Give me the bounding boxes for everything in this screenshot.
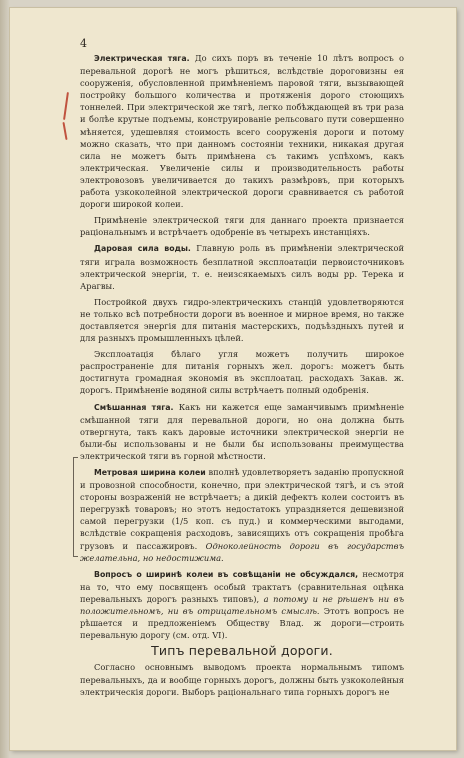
paragraph-free-water-power (80, 242, 404, 291)
paragraph-metre-gauge (80, 466, 404, 564)
paragraph-lead: Даровая сила воды. (94, 244, 191, 254)
paragraph-text: До сихъ поръ въ теченіе 10 лѣтъ вопросъ о перевальной дорогѣ не могъ рѣшиться, вслѣдствіе дороговизны ея сооруженія, обусловленной примѣненіемъ паровой тяги, вызывающей постройку большого количества и протяженія дорого стоющихъ тоннелей. При электрической же тягѣ, легко побѣждающей въ три раза и болѣе крутые подъемы, конструированіе рельсоваго пути совершенно мѣняется, удешевляя стоимость всего сооруженія дороги и потому можно сказать, что при данномъ состояніи техники, никакая другая сила не можетъ быть примѣнена съ такимъ успѣхомъ, какъ электрическая. Увеличеніе силы и производительность работы электровозовъ увеличивается до такихъ размѣровъ, при которыхъ работа узкоколейной электрической дороги сравнивается съ работой дороги широкой колеи. (80, 53, 404, 210)
paragraph-text: вполнѣ удовлетворяетъ заданію пропускной и провозной способности, конечно, при электрической тягѣ, и съ этой стороны возраженій не встрѣчаетъ; а дикій дефектъ колеи состоитъ въ перегрузкѣ товаровъ; но этотъ недостатокъ упраздняется дешевизной самой перегрузки (1/5 коп. съ пуд.) и коммерческими выгодами, вслѣдствіе сокращенія расходовъ, зависящихъ отъ сокращенія пробѣга грузовъ и пассажировъ. (80, 467, 404, 551)
paragraph-gauge-question (80, 568, 404, 642)
paragraph (80, 348, 404, 396)
paragraph-text: Согласно основнымъ выводомъ проекта нормальнымъ типомъ перевальныхъ, да и вообще горныхъ дорогъ, должны быть узкоколейныя электрическія дороги. Выборъ раціональнаго типа горныхъ дорогъ не (80, 662, 404, 697)
paragraph (80, 214, 404, 238)
paragraph-lead: Вопросъ о ширинѣ колеи въ совѣщаніи не обсуждался, (94, 569, 359, 579)
margin-bracket (73, 457, 78, 557)
paragraph-italic: Одноколейность дороги въ государствъ желательна, но недостижима. (80, 540, 404, 563)
section-heading: Типъ перевальной дороги. (151, 643, 333, 659)
paragraph-lead: Метровая ширина колеи (94, 468, 206, 477)
paragraph-final (80, 661, 404, 697)
paragraph-text: несмотря на то, что ему посвященъ особый трактатъ (сравнительная оцѣнка перевальныхъ дорогъ разныхъ типовъ), (80, 568, 404, 604)
paragraph-mixed-traction (80, 401, 404, 462)
paragraph-lead: Электрическая тяга. (94, 54, 190, 63)
paragraph-lead: Смѣшанная тяга. (94, 402, 174, 412)
paragraph-text: Этотъ вопросъ не рѣшается и предложеніемъ Обществу Влад. ж дороги—строить перевальную дорогу (см. отд. VI). (80, 606, 404, 641)
document-body (80, 52, 404, 702)
paragraph (80, 296, 404, 344)
book-gutter (0, 0, 10, 758)
paragraph-text: Какъ ни кажется еще заманчивымъ примѣненіе смѣшанной тяги для перевальной дороги, но она должна быть отвергнута, такъ какъ даровые источники электрической энергіи не были-бы использованы и не были бы использованы преимущества электрической тяги въ горной мѣстности. (80, 401, 405, 461)
paragraph-text: Постройкой двухъ гидро-электрическихъ станцій удовлетворяются не только всѣ потребности дороги въ военное и мирное время, но также доставляется энергія для питанія мастерскихъ, подъѣздныхъ путей и для разныхъ промышленныхъ цѣлей. (80, 296, 404, 344)
paragraph-text: Главную роль въ примѣненіи электрической тяги играла возможность безплатной эксплоатаціи первоисточниковъ электрической энергіи, т. е. неизсякаемыхъ силъ воды рр. Терека и Арагвы. (80, 243, 404, 291)
paragraph-text: Эксплоатація бѣлаго угля можетъ получить широкое распространеніе для питанія горныхъ жел. дорогъ: можетъ быть достигнута громадная экономія въ эксплоатац. расходахъ Закав. ж. дорогъ. Примѣненіе водяной силы встрѣчаетъ полный одобренія. (80, 349, 404, 396)
paragraph-electric-traction (80, 52, 404, 210)
paragraph-italic: а потому и не рѣшенъ ни въ положительномъ, ни въ отрицательномъ смыслѣ. (80, 593, 404, 617)
paragraph-text: Примѣненіе электрической тяги для даннаго проекта признается раціональнымъ и встрѣчаетъ одобреніе въ четырехъ инстанціяхъ. (80, 215, 404, 238)
page-number: 4 (80, 37, 87, 50)
